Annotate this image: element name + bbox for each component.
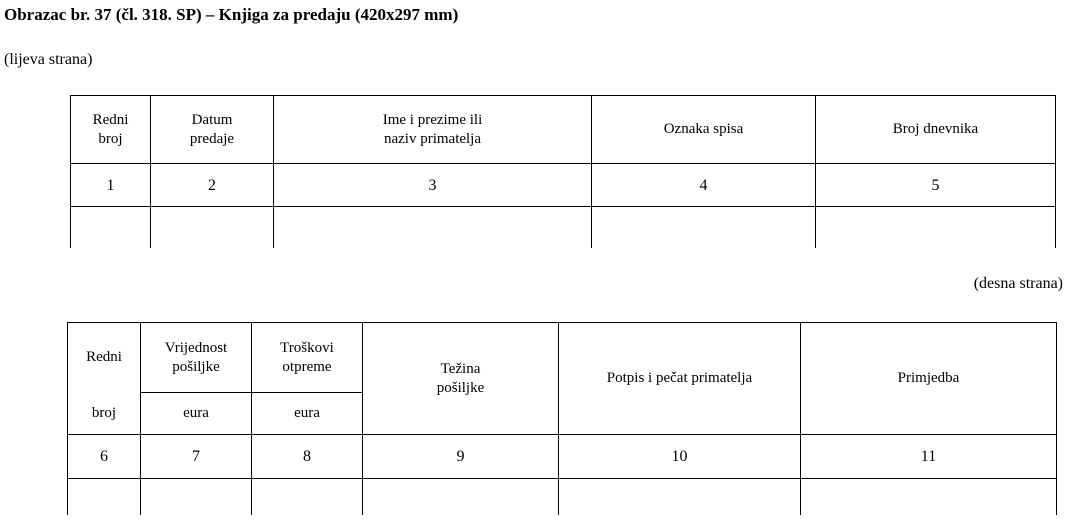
header-line: pošiljke: [172, 358, 220, 375]
col-header-ime-primatelja: [274, 96, 592, 164]
header-line: Redni: [92, 111, 129, 128]
entry-cell[interactable]: [68, 479, 141, 515]
header-line: naziv primatelja: [383, 130, 482, 147]
header-line: broj: [98, 130, 123, 147]
col-header-tezina-posiljke: [363, 323, 559, 435]
entry-cell[interactable]: [141, 479, 252, 515]
column-number: 10: [559, 435, 801, 479]
right-page-table: [67, 322, 1057, 515]
header-line: Troškovi: [280, 339, 334, 356]
column-number: 3: [274, 164, 592, 207]
form-title: Obrazac br. 37 (čl. 318. SP) – Knjiga za predaju (420x297 mm): [4, 5, 459, 24]
column-number: 9: [363, 435, 559, 479]
col-header-vrijednost-posiljke: [141, 323, 252, 393]
entry-cell[interactable]: [801, 479, 1057, 515]
column-number: 4: [592, 164, 816, 207]
header-line: predaje: [189, 130, 235, 147]
column-number-row: [68, 435, 1057, 479]
header-line: otpreme: [282, 358, 332, 375]
entry-cell[interactable]: [252, 479, 363, 515]
column-number: 1: [71, 164, 151, 207]
col-header-potpis-pecat: Potpis i pečat primatelja: [559, 323, 801, 435]
entry-cell[interactable]: [71, 207, 151, 248]
column-number: 6: [68, 435, 141, 479]
entry-cell[interactable]: [151, 207, 274, 248]
column-number: 5: [816, 164, 1056, 207]
right-side-label: (desna strana): [973, 275, 1063, 292]
column-number: 11: [801, 435, 1057, 479]
col-header-broj: broj: [68, 393, 141, 435]
entry-cell[interactable]: [363, 479, 559, 515]
col-header-redni: Redni: [68, 323, 141, 393]
entry-cell[interactable]: [559, 479, 801, 515]
entry-cell[interactable]: [274, 207, 592, 248]
column-number: 2: [151, 164, 274, 207]
empty-entry-row: [71, 207, 1056, 248]
column-number-row: [71, 164, 1056, 207]
currency-label: eura: [141, 393, 252, 435]
entry-cell[interactable]: [816, 207, 1056, 248]
column-number: 8: [252, 435, 363, 479]
col-header-troskovi-otpreme: [252, 323, 363, 393]
left-page-table: [70, 95, 1056, 248]
col-header-datum-predaje: [151, 96, 274, 164]
header-row: [71, 96, 1056, 164]
header-row-top: [68, 323, 1057, 393]
col-header-primjedba: Primjedba: [801, 323, 1057, 435]
entry-cell[interactable]: [592, 207, 816, 248]
empty-entry-row: [68, 479, 1057, 515]
header-line: Vrijednost: [164, 339, 228, 356]
col-header-oznaka-spisa: Oznaka spisa: [592, 96, 816, 164]
left-side-label: (lijeva strana): [4, 51, 93, 68]
header-line: pošiljke: [436, 379, 485, 396]
header-line: Težina: [440, 360, 481, 377]
column-number: 7: [141, 435, 252, 479]
col-header-redni-broj: [71, 96, 151, 164]
header-line: Datum: [191, 111, 233, 128]
col-header-broj-dnevnika: Broj dnevnika: [816, 96, 1056, 164]
currency-label: eura: [252, 393, 363, 435]
header-line: Ime i prezime ili: [382, 111, 483, 128]
